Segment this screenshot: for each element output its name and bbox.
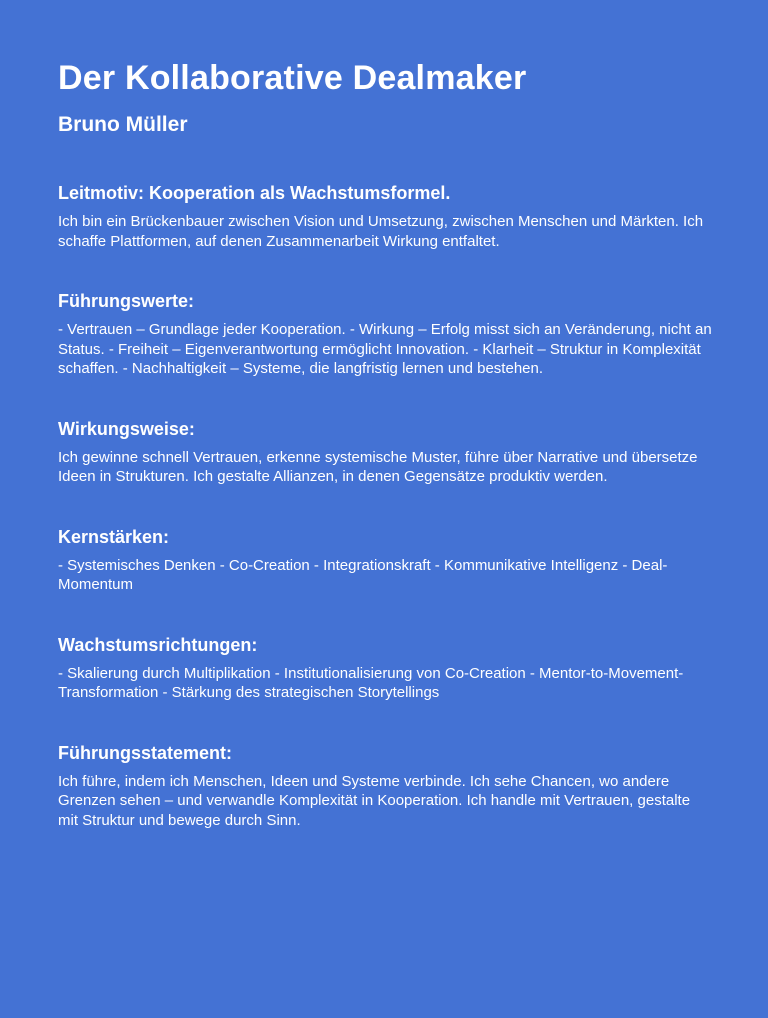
section-heading: Kernstärken: (58, 526, 170, 547)
section-heading: Leitmotiv: Kooperation als Wachstumsformel. (58, 183, 451, 203)
section-fuehrungsstatement (58, 742, 710, 831)
section-heading: Führungsstatement: (58, 742, 233, 763)
section-body: - Skalierung durch Multiplikation - Institutionalisierung von Co-Creation - Mentor-to-Movement-Transformation - Stärkung des strategischen Storytellings (58, 664, 684, 701)
section-kernstaerken (58, 526, 710, 595)
section-body: Ich gewinne schnell Vertrauen, erkenne systemische Muster, führe über Narrative und übersetze Ideen in Strukturen. Ich gestalte Allianzen, in denen Gegensätze produktiv werden. (58, 448, 698, 485)
section-wachstumsrichtungen (58, 634, 710, 703)
section-heading: Führungswerte: (58, 291, 195, 311)
section-heading: Wachstumsrichtungen: (58, 634, 258, 655)
section-heading: Wirkungsweise: (58, 418, 195, 439)
section-fuehrungswerte (58, 290, 710, 379)
page-title: Der Kollaborative Dealmaker (58, 59, 527, 97)
section-body: - Vertrauen – Grundlage jeder Kooperation. - Wirkung – Erfolg misst sich an Veränderung, nicht an Status. - Freiheit – Eigenverantwortung ermöglicht Innovation. - Klarheit – Struktur in Komplexität schaffen. - Nachhaltigkeit – Systeme, die langfristig lernen und bestehen. (58, 321, 712, 377)
section-wirkungsweise (58, 418, 710, 487)
section-body: Ich bin ein Brückenbauer zwischen Vision und Umsetzung, zwischen Menschen und Märkten. Ich schaffe Plattformen, auf denen Zusammenarbeit Wirkung entfaltet. (58, 213, 704, 250)
section-leitmotiv (58, 182, 710, 251)
person-name: Bruno Müller (58, 113, 188, 136)
section-body: Ich führe, indem ich Menschen, Ideen und Systeme verbinde. Ich sehe Chancen, wo andere Grenzen sehen – und verwandle Komplexität in Kooperation. Ich handle mit Vertrauen, gestalte mit Struktur und bewege durch Sinn. (58, 772, 691, 829)
section-body: - Systemisches Denken - Co-Creation - Integrationskraft - Kommunikative Intelligenz - Deal-Momentum (58, 556, 668, 593)
